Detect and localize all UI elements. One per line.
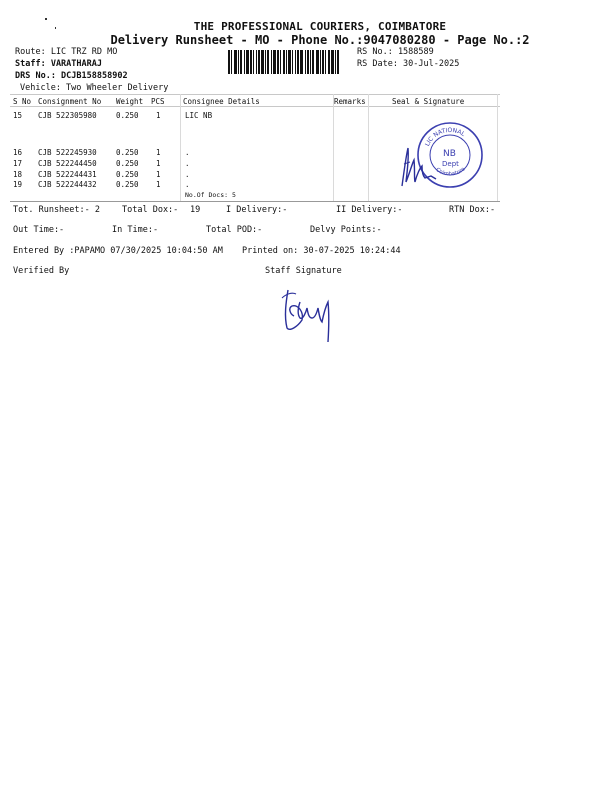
row-pcs: 1 <box>156 180 161 189</box>
staff-signature <box>278 282 344 348</box>
stamp-text-mid: NB <box>443 149 456 159</box>
row-consignment: CJB 522244431 <box>38 170 97 179</box>
row-weight: 0.250 <box>116 111 139 120</box>
row-sno: 15 <box>13 111 23 120</box>
col-header-sno: S No <box>13 97 32 106</box>
total-dox-value: 19 <box>190 205 201 215</box>
rs-date: RS Date: 30-Jul-2025 <box>357 59 460 69</box>
in-time: In Time:- <box>112 225 159 235</box>
row-pcs: 1 <box>156 159 161 168</box>
row-weight: 0.250 <box>116 170 139 179</box>
route-text: Route: LIC TRZ RD MO <box>15 47 118 57</box>
stamp-text-top: LIC NATIONAL <box>424 126 467 148</box>
row-weight: 0.250 <box>116 180 139 189</box>
runsheet-subtitle: Delivery Runsheet - MO - Phone No.:9047080280 - Page No.:2 <box>110 33 530 47</box>
col-header-consignee: Consignee Details <box>183 97 260 106</box>
col-header-consignment: Consignment No <box>38 97 102 106</box>
barcode <box>228 50 346 74</box>
entered-by: Entered By :PAPAMO 07/30/2025 10:04:50 AM <box>13 246 223 256</box>
no-of-docs: No.Of Docs: 5 <box>185 191 236 199</box>
ii-delivery: II Delivery:- <box>336 205 403 215</box>
row-pcs: 1 <box>156 111 161 120</box>
staff-signature-label: Staff Signature <box>265 266 342 276</box>
verified-by: Verified By <box>13 266 70 276</box>
staff-text: Staff: VARATHARAJ <box>15 59 102 69</box>
delvy-points: Delvy Points:- <box>310 225 382 235</box>
rtn-dox: RTN Dox:- <box>449 205 496 215</box>
stamp-text-bottom: Coimbatore <box>434 166 467 178</box>
row-weight: 0.250 <box>116 148 139 157</box>
row-pcs: 1 <box>156 170 161 179</box>
i-delivery: I Delivery:- <box>226 205 288 215</box>
col-header-seal: Seal & Signature <box>392 97 465 106</box>
total-dox-label: Total Dox:- <box>122 205 179 215</box>
row-pcs: 1 <box>156 148 161 157</box>
row-consignee: . <box>185 148 190 157</box>
row-sno: 16 <box>13 148 23 157</box>
recipient-signature <box>398 142 438 190</box>
stamp-text-low: Dept <box>442 160 459 168</box>
rs-number: RS No.: 1588589 <box>357 47 434 57</box>
drs-number: DRS No.: DCJB158858902 <box>15 71 128 81</box>
row-sno: 17 <box>13 159 23 168</box>
row-weight: 0.250 <box>116 159 139 168</box>
row-consignment: CJB 522244432 <box>38 180 97 189</box>
col-header-remarks: Remarks <box>334 97 366 106</box>
row-consignment: CJB 522244450 <box>38 159 97 168</box>
tot-runsheet: Tot. Runsheet:- 2 <box>13 205 100 215</box>
row-consignment: CJB 522245930 <box>38 148 97 157</box>
company-title: THE PROFESSIONAL COURIERS, COIMBATORE <box>193 20 447 33</box>
row-consignee: LIC NB <box>185 111 213 120</box>
col-header-weight: Weight <box>116 97 144 106</box>
row-consignee: . <box>185 170 190 179</box>
col-header-pcs: PCS <box>151 97 165 106</box>
row-sno: 18 <box>13 170 23 179</box>
row-consignee: . <box>185 180 190 189</box>
row-consignee: . <box>185 159 190 168</box>
row-consignment: CJB 522305980 <box>38 111 97 120</box>
vehicle-text: Vehicle: Two Wheeler Delivery <box>20 83 169 93</box>
printed-on: Printed on: 30-07-2025 10:24:44 <box>242 246 401 256</box>
total-pod: Total POD:- <box>206 225 263 235</box>
row-sno: 19 <box>13 180 23 189</box>
out-time: Out Time:- <box>13 225 65 235</box>
